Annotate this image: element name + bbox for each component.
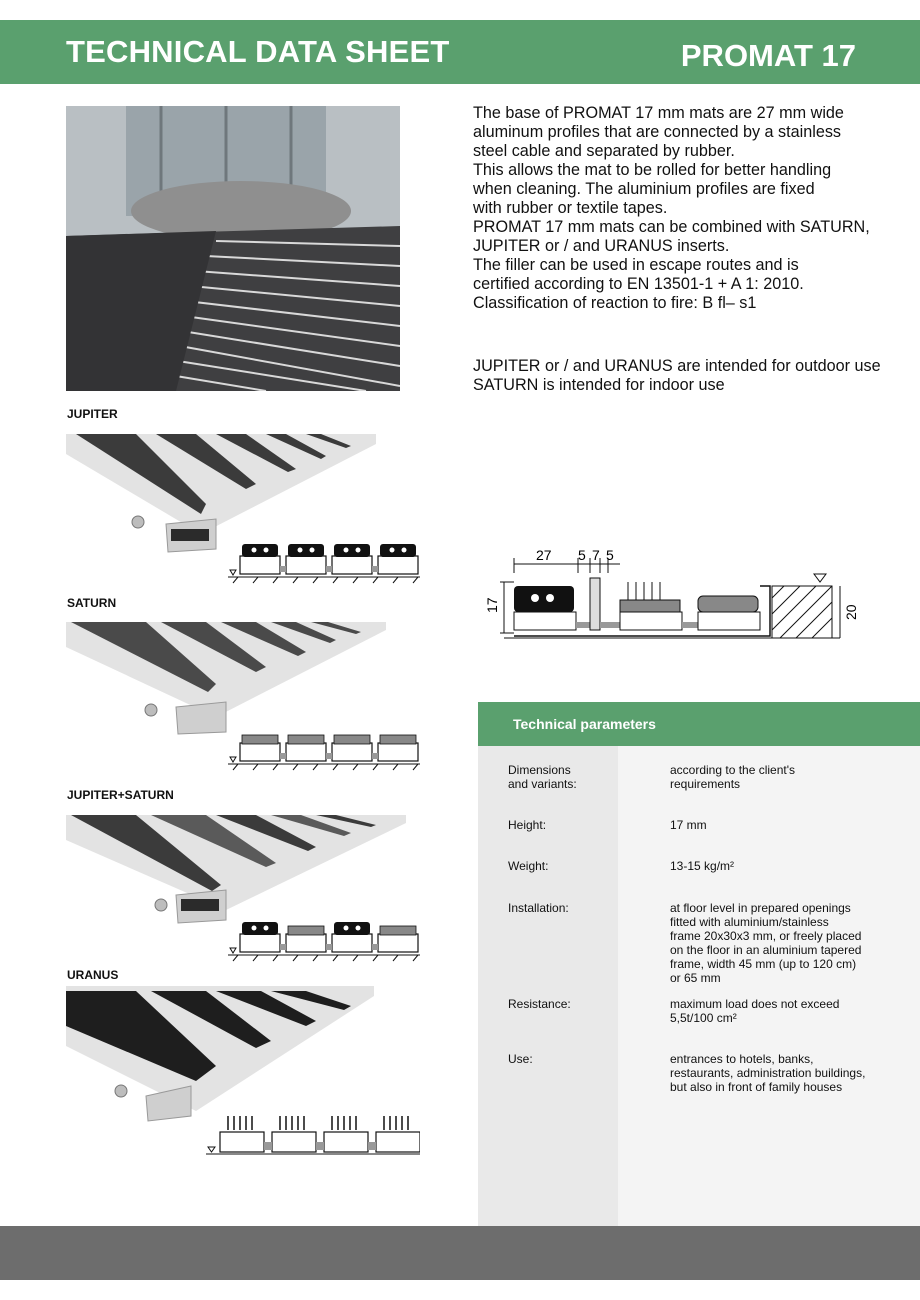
- saturn-profile-drawing: [228, 727, 420, 776]
- uranus-profile-drawing: [206, 1112, 420, 1165]
- description-line: The base of PROMAT 17 mm mats are 27 mm wide: [473, 104, 844, 122]
- usage-notes: [473, 357, 913, 395]
- description-line: when cleaning. The aluminium profiles are fixed: [473, 180, 815, 198]
- parameter-value: 13-15 kg/m²: [670, 859, 735, 873]
- dim-frame-height: 20: [843, 604, 859, 620]
- dim-gap-3: 5: [606, 547, 614, 563]
- variant-label-saturn: SATURN: [67, 596, 117, 610]
- jupiter-profile-drawing: [228, 540, 420, 589]
- parameter-key: Use:: [508, 1052, 533, 1066]
- variant-label-uranus: URANUS: [67, 968, 119, 982]
- parameter-value: at floor level in prepared openings fitted with aluminium/stainless frame 20x30x3 mm, or freely placed on the floor in an aluminium tapered frame, width 45 mm (up to 120 cm) or 65 mm: [670, 901, 862, 985]
- description-line: certified according to EN 13501-1 + A 1: 2010.: [473, 275, 804, 293]
- header-bar: [0, 20, 920, 84]
- uranus-mat-image: [66, 986, 376, 1131]
- description-line: aluminum profiles that are connected by a stainless: [473, 123, 842, 141]
- dim-height: 17: [484, 597, 500, 613]
- usage-line: JUPITER or / and URANUS are intended for outdoor use: [473, 357, 881, 375]
- document-title: TECHNICAL DATA SHEET: [66, 34, 450, 69]
- parameter-key: Installation:: [508, 901, 569, 915]
- parameter-value: 17 mm: [670, 818, 707, 832]
- footer-bar: [0, 1226, 920, 1280]
- description-line: This allows the mat to be rolled for better handling: [473, 161, 832, 179]
- jupiter-saturn-profile-drawing: [228, 918, 420, 967]
- parameter-key: Resistance:: [508, 997, 571, 1011]
- description-line: steel cable and separated by rubber.: [473, 142, 735, 160]
- parameter-value: maximum load does not exceed 5,5t/100 cm²: [670, 997, 840, 1025]
- jupiter-saturn-mat-image: [66, 815, 406, 935]
- parameters-title: Technical parameters: [513, 716, 656, 732]
- dim-gap-1: 5: [578, 547, 586, 563]
- parameter-key: Height:: [508, 818, 547, 832]
- usage-line: SATURN is intended for indoor use: [473, 376, 725, 394]
- description-line: PROMAT 17 mm mats can be combined with SATURN,: [473, 218, 870, 236]
- variant-label-jupiter: JUPITER: [67, 407, 118, 421]
- product-description: [473, 104, 913, 313]
- parameter-value: according to the client's requirements: [670, 763, 796, 791]
- variant-label-jupiter-saturn: JUPITER+SATURN: [67, 788, 174, 802]
- description-line: with rubber or textile tapes.: [473, 199, 668, 217]
- product-name: PROMAT 17: [680, 38, 856, 73]
- parameter-key: Weight:: [508, 859, 549, 873]
- parameters-header: [478, 702, 920, 746]
- saturn-mat-image: [66, 622, 386, 742]
- dim-gap-2: 7: [592, 547, 600, 563]
- cross-section-drawing: [480, 538, 880, 658]
- entrance-photo: [66, 106, 400, 391]
- description-line: JUPITER or / and URANUS inserts.: [473, 237, 730, 255]
- description-line: The filler can be used in escape routes and is: [473, 256, 799, 274]
- dim-profile-width: 27: [536, 547, 552, 563]
- parameter-value: entrances to hotels, banks, restaurants, administration buildings, but also in front of family houses: [670, 1052, 866, 1094]
- parameter-key: Dimensions and variants:: [508, 763, 577, 791]
- description-line: Classification of reaction to fire: B fl– s1: [473, 294, 757, 312]
